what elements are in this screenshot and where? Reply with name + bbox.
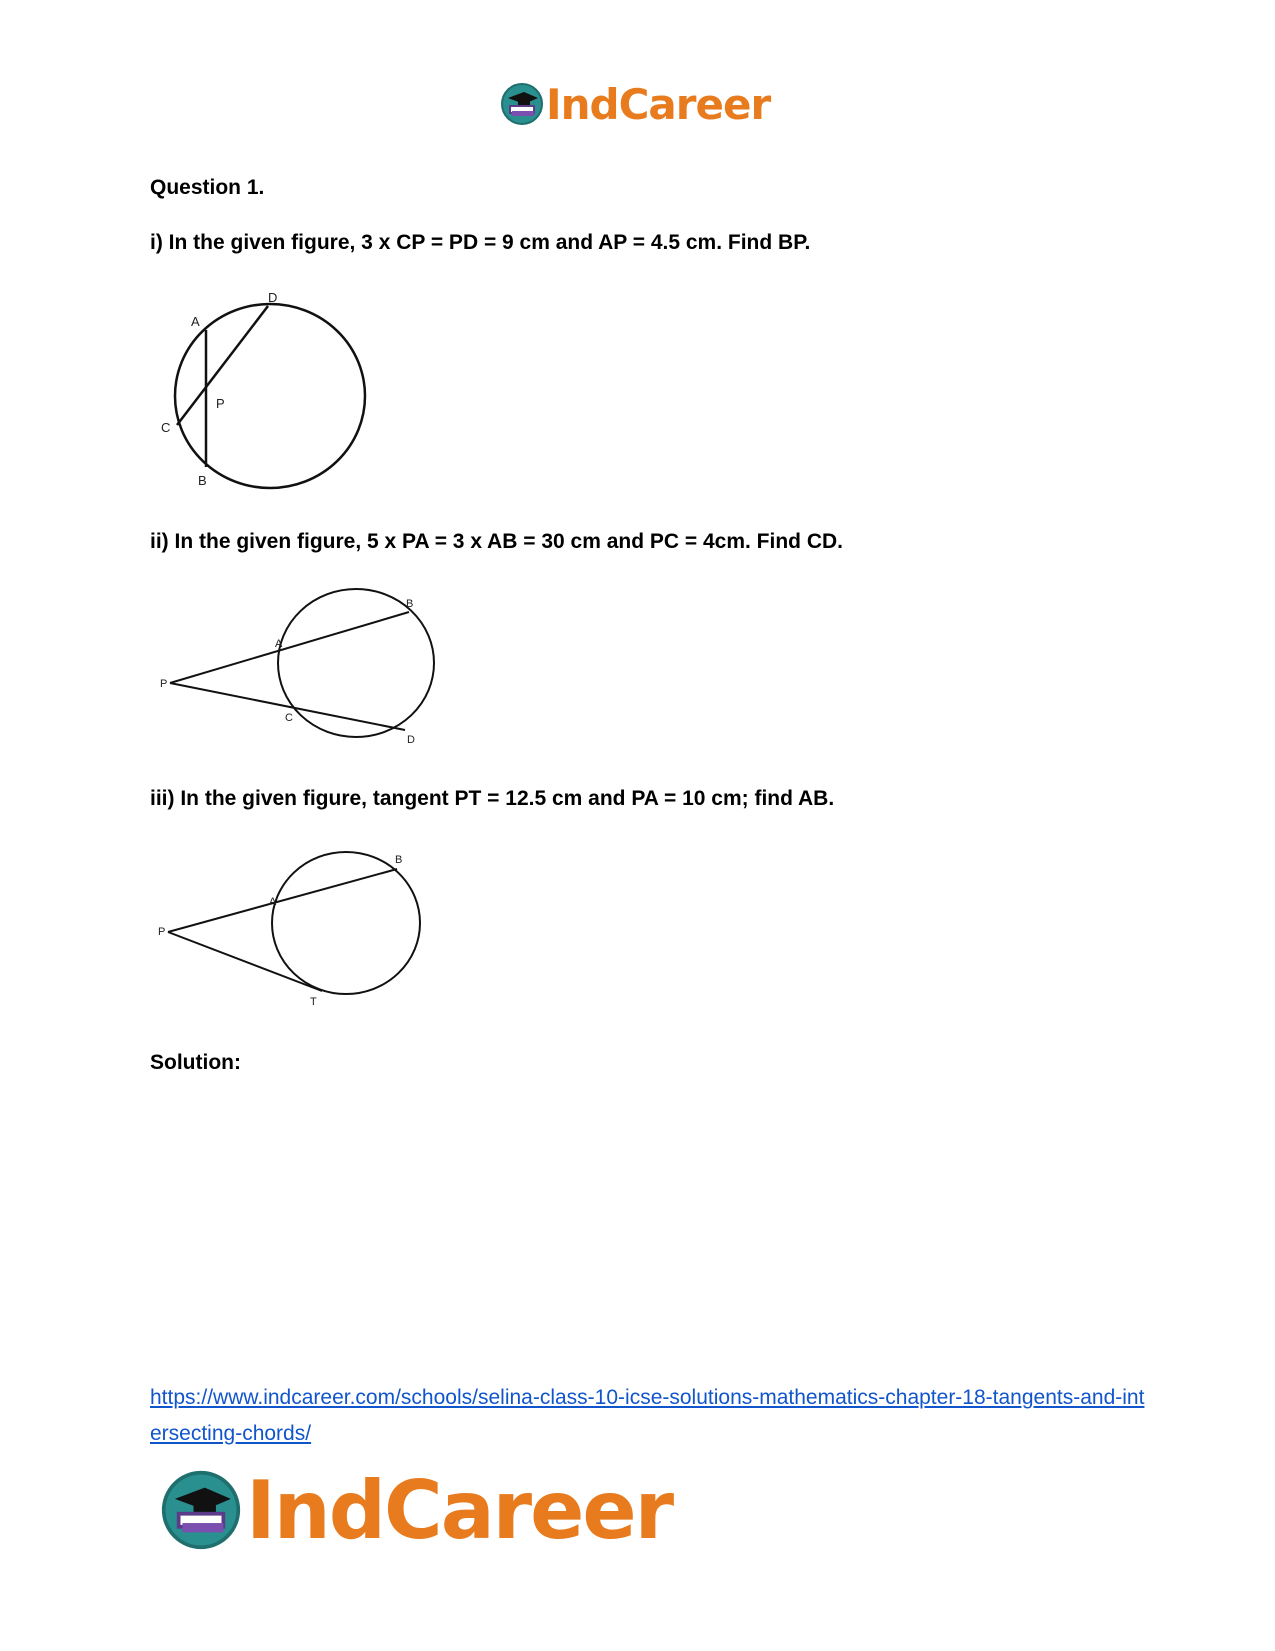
figure-tangent-secant xyxy=(150,845,440,1010)
label-b: B xyxy=(395,854,403,866)
solution-label: Solution: xyxy=(150,1051,241,1074)
label-p: P xyxy=(158,926,166,938)
label-d: D xyxy=(407,734,415,746)
secant-pb xyxy=(168,869,397,932)
label-p: P xyxy=(216,396,225,411)
figure-secants xyxy=(150,585,450,750)
circle xyxy=(272,852,420,994)
label-a: A xyxy=(275,638,283,650)
question-title: Question 1. xyxy=(150,176,265,199)
brand-name: IndCareer xyxy=(246,1463,673,1557)
brand-name: IndCareer xyxy=(546,79,771,129)
label-d: D xyxy=(268,290,278,305)
circle xyxy=(175,304,365,488)
footer-logo xyxy=(160,1465,672,1555)
source-link[interactable]: https://www.indcareer.com/schools/selina-class-10-icse-solutions-mathematics-chapter-18-tangents-and-intersecting-chords/ xyxy=(150,1386,1145,1445)
label-p: P xyxy=(160,678,168,690)
tangent-pt xyxy=(168,932,322,991)
graduation-cap-book-globe-icon xyxy=(160,1469,242,1551)
question-part-2: ii) In the given figure, 5 x PA = 3 x AB = 30 cm and PC = 4cm. Find CD. xyxy=(150,530,843,553)
circle xyxy=(278,589,434,737)
label-b: B xyxy=(406,598,414,610)
header-logo xyxy=(500,78,770,130)
figure-intersecting-chords xyxy=(150,290,380,500)
label-c: C xyxy=(285,712,293,724)
question-part-1: i) In the given figure, 3 x CP = PD = 9 cm and AP = 4.5 cm. Find BP. xyxy=(150,231,811,254)
label-c: C xyxy=(161,420,171,435)
graduation-cap-book-globe-icon xyxy=(500,82,544,126)
label-a: A xyxy=(191,314,200,329)
label-a: A xyxy=(269,896,277,908)
question-part-3: iii) In the given figure, tangent PT = 12.5 cm and PA = 10 cm; find AB. xyxy=(150,787,835,810)
label-t: T xyxy=(310,996,317,1008)
label-b: B xyxy=(198,473,207,488)
